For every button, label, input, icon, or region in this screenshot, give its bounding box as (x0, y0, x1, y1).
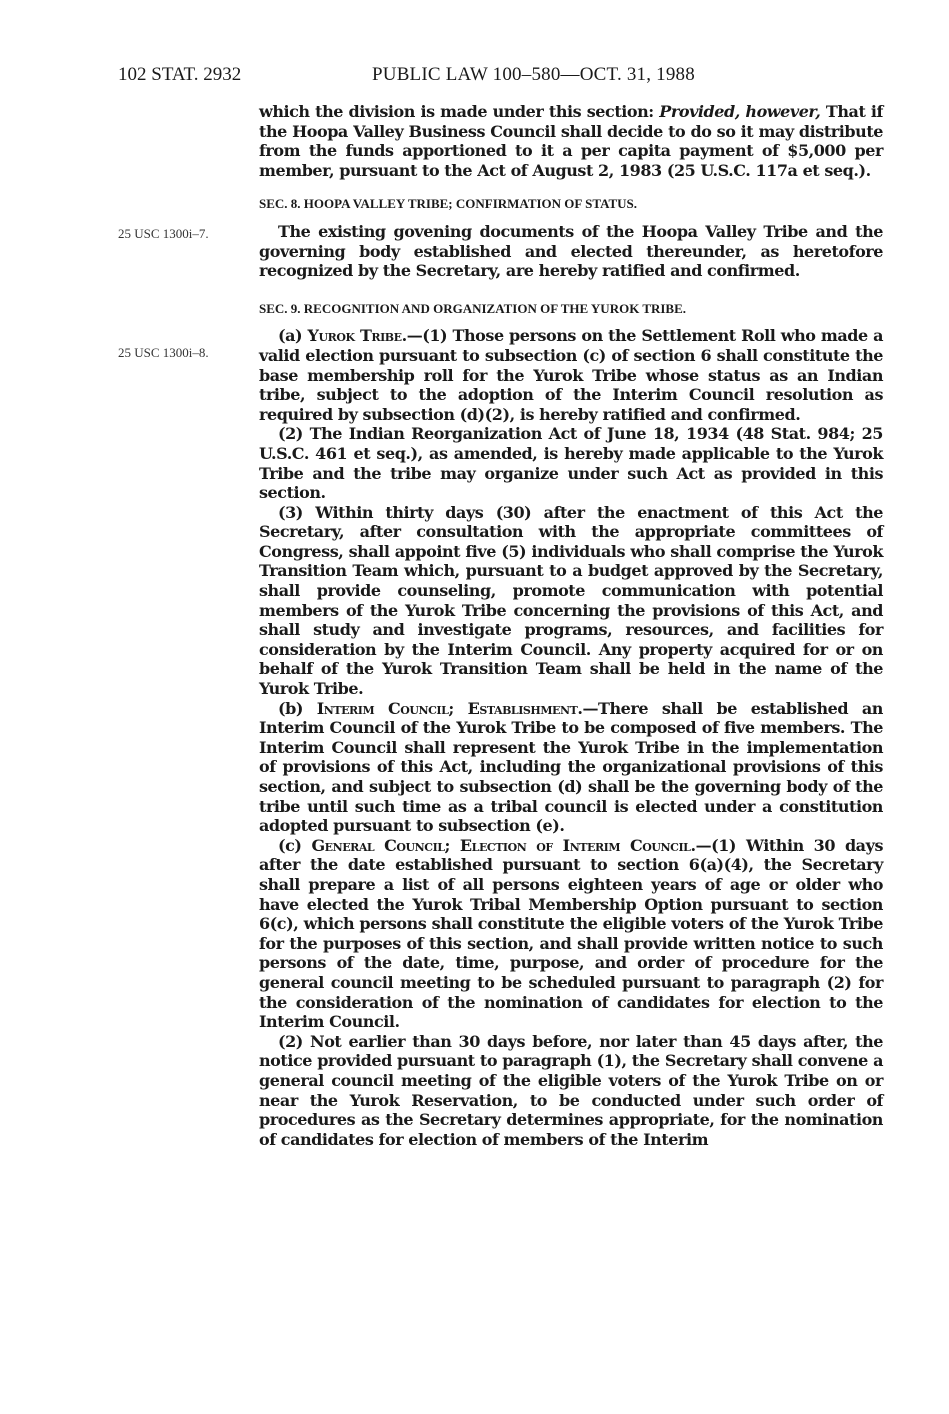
subsection-c1-text: —(1) Within 30 days after the date established pursuant to section 6(a)(4), the Secretary shall prepare a list of all persons eighteen years of age or older who have elected the Yurok Tribal Membership Option pursuant to section 6(c), which persons shall constitute the eligible voters of the Yurok Tribe for the purposes of this section, and shall provide written notice to such persons of the date, time, purpose, and order of procedure for the general council meeting to be scheduled pursuant to paragraph (2) for the consideration of the nomination of candidates for election to the Interim Council. (259, 835, 884, 1032)
subsection-c2-paragraph: (2) Not earlier than 30 days before, nor later than 45 days after, the notice provided pursuant to paragraph (1), the Secretary shall convene a general council meeting of the eligible voters of the Yurok Tribe on or near the Yurok Reservation, to be conducted under such order of procedures as the Secretary determines appropriate, for the nomination of candidates for election of members of the Interim (259, 1031, 883, 1149)
stat-citation: 102 STAT. 2932 (118, 64, 242, 85)
subsection-c-title: General Council; Election of Interim Council. (311, 835, 696, 855)
subsection-a2-paragraph: (2) The Indian Reorganization Act of June 18, 1934 (48 Stat. 984; 25 U.S.C. 461 et seq.), as amended, is hereby made applicable to the Yurok Tribe and the tribe may organize under such Act as provided in this section. (259, 424, 883, 503)
law-title: PUBLIC LAW 100–580—OCT. 31, 1988 (372, 64, 695, 85)
margin-note-sec8: 25 USC 1300i–7. (118, 226, 209, 241)
paragraph-intro (259, 102, 883, 180)
subsection-c-label: (c) (278, 835, 312, 855)
intro-text-b: That if the Hoopa Valley Business Council shall decide to do so it may distribute from the funds apportioned to it a per capita payment of $5,000 per member, pursuant to the Act of August 2, 1983 (25 U.S.C. 117a et seq.). (259, 102, 883, 180)
intro-proviso: Provided, however, (659, 102, 821, 121)
subsection-a3-paragraph: (3) Within thirty days (30) after the enactment of this Act the Secretary, after consultation with the appropriate committees of Congress, shall appoint five (5) individuals who shall comprise the Yurok Transition Team which, pursuant to a budget approved by the Secretary, shall provide counseling, promote communication with potential members of the Yurok Tribe concerning the provisions of this Act, and shall study and investigate programs, resources, and facilities for consideration by the Interim Council. Any property acquired for or on behalf of the Yurok Transition Team shall be held in the name of the Yurok Tribe. (259, 502, 883, 699)
subsection-b-title: Interim Council; Establishment. (316, 698, 583, 718)
subsection-b-label: (b) (278, 698, 317, 718)
margin-note-sec9: 25 USC 1300i–8. (118, 345, 209, 360)
subsection-c-paragraph (259, 836, 883, 1032)
intro-text-a: which the division is made under this section: (259, 102, 660, 121)
subsection-b-text: —There shall be established an Interim Council of the Yurok Tribe to be composed of five members. The Interim Council shall represent the Yurok Tribe in the implementation of provisions of this Act, including the organizational provisions of this section, and subject to subsection (d) shall be the governing body of the tribe until such time as a tribal council is elected under a constitution adopted pursuant to subsection (e). (259, 698, 883, 836)
subsection-b-paragraph (259, 699, 883, 836)
subsection-a-paragraph (259, 326, 883, 424)
subsection-a1-text: —(1) Those persons on the Settlement Roll who made a valid election pursuant to subsection (c) of section 6 shall constitute the base membership roll for the Yurok Tribe whose status as an Indian tribe, subject to the adoption of the Interim Council resolution as required by subsection (d)(2), is hereby ratified and confirmed. (259, 326, 884, 424)
sec8-heading: SEC. 8. HOOPA VALLEY TRIBE; CONFIRMATION OF STATUS. (259, 196, 638, 212)
sec9-heading: SEC. 9. RECOGNITION AND ORGANIZATION OF THE YUROK TRIBE. (259, 300, 687, 316)
body-text (259, 102, 883, 1149)
subsection-a-title: Yurok Tribe. (307, 326, 407, 346)
subsection-a-label: (a) (278, 326, 308, 346)
sec8-paragraph: The existing govening documents of the Hoopa Valley Tribe and the governing body established and elected thereunder, as heretofore recognized by the Secretary, are hereby ratified and confirmed. (259, 221, 883, 281)
